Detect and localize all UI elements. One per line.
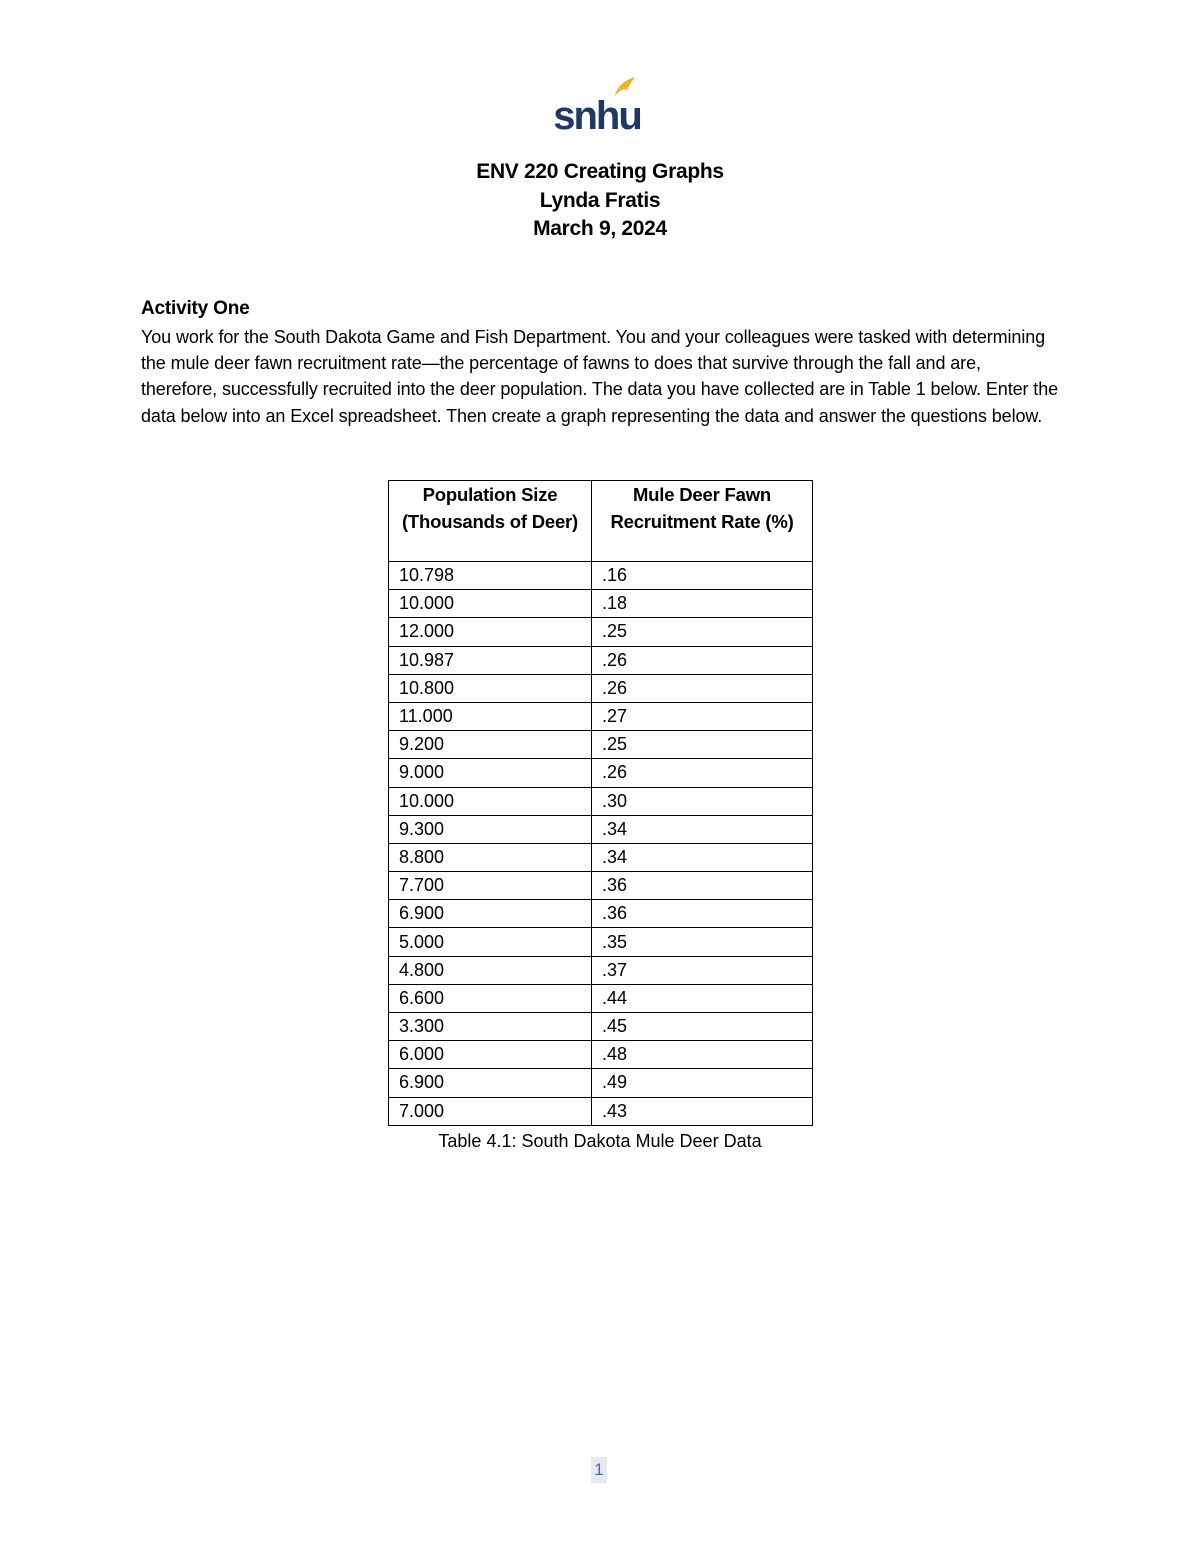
document-title: ENV 220 Creating Graphs [476, 160, 724, 183]
table-row [389, 618, 813, 646]
rate-cell: .30 [592, 787, 813, 815]
table-caption: Table 4.1: South Dakota Mule Deer Data [438, 1131, 762, 1151]
rate-cell: .25 [592, 731, 813, 759]
table-row [389, 1013, 813, 1041]
table-row [389, 984, 813, 1012]
rate-cell: .43 [592, 1097, 813, 1125]
rate-cell: .16 [592, 562, 813, 590]
rate-cell: .44 [592, 984, 813, 1012]
page-number: 1 [591, 1457, 607, 1483]
population-cell: 4.800 [389, 956, 592, 984]
rate-cell: .48 [592, 1041, 813, 1069]
population-cell: 10.000 [389, 590, 592, 618]
table-row [389, 900, 813, 928]
rate-cell: .26 [592, 674, 813, 702]
table-row [389, 843, 813, 871]
population-cell: 6.600 [389, 984, 592, 1012]
population-cell: 5.000 [389, 928, 592, 956]
population-cell: 9.300 [389, 815, 592, 843]
table-row [389, 928, 813, 956]
mule-deer-data-table [388, 480, 813, 1126]
table-row [389, 674, 813, 702]
rate-cell: .36 [592, 900, 813, 928]
activity-paragraph: You work for the South Dakota Game and Fish Department. You and your colleagues were tasked with determining the mule deer fawn recruitment rate—the percentage of fawns to does that survive through the fall and are, therefore, successfully recruited into the deer population. The data you have collected are in Table 1 below. Enter the data below into an Excel spreadsheet. Then create a graph representing the data and answer the questions below. [141, 327, 1059, 426]
table-row [389, 731, 813, 759]
population-cell: 7.700 [389, 872, 592, 900]
table-row [389, 1097, 813, 1125]
table-row [389, 562, 813, 590]
population-cell: 10.800 [389, 674, 592, 702]
header-recruitment-rate: Mule Deer Fawn Recruitment Rate (%) [592, 481, 813, 562]
rate-cell: .34 [592, 815, 813, 843]
population-cell: 10.798 [389, 562, 592, 590]
population-cell: 9.200 [389, 731, 592, 759]
table-row [389, 956, 813, 984]
population-cell: 10.000 [389, 787, 592, 815]
table-header-row [389, 481, 813, 562]
activity-heading: Activity One [141, 298, 250, 319]
table-row [389, 1069, 813, 1097]
table-row [389, 702, 813, 730]
table-row [389, 815, 813, 843]
table-row [389, 590, 813, 618]
rate-cell: .37 [592, 956, 813, 984]
rate-cell: .49 [592, 1069, 813, 1097]
rate-cell: .18 [592, 590, 813, 618]
author-name: Lynda Fratis [539, 188, 661, 212]
header-population-size: Population Size (Thousands of Deer) [389, 481, 592, 562]
table-row [389, 1041, 813, 1069]
population-cell: 9.000 [389, 759, 592, 787]
population-cell: 3.300 [389, 1013, 592, 1041]
rate-cell: .34 [592, 843, 813, 871]
population-cell: 6.900 [389, 900, 592, 928]
population-cell: 12.000 [389, 618, 592, 646]
document-date: March 9, 2024 [533, 217, 667, 240]
rate-cell: .26 [592, 646, 813, 674]
table-row [389, 872, 813, 900]
document-header [0, 158, 1200, 244]
rate-cell: .27 [592, 702, 813, 730]
population-cell: 11.000 [389, 702, 592, 730]
snhu-logo [553, 74, 643, 134]
rate-cell: .45 [592, 1013, 813, 1041]
population-cell: 6.900 [389, 1069, 592, 1097]
population-cell: 6.000 [389, 1041, 592, 1069]
table-row [389, 646, 813, 674]
table-row [389, 787, 813, 815]
table-row [389, 759, 813, 787]
rate-cell: .26 [592, 759, 813, 787]
population-cell: 10.987 [389, 646, 592, 674]
rate-cell: .25 [592, 618, 813, 646]
logo-wordmark: snhu [553, 94, 641, 134]
rate-cell: .35 [592, 928, 813, 956]
population-cell: 7.000 [389, 1097, 592, 1125]
rate-cell: .36 [592, 872, 813, 900]
population-cell: 8.800 [389, 843, 592, 871]
